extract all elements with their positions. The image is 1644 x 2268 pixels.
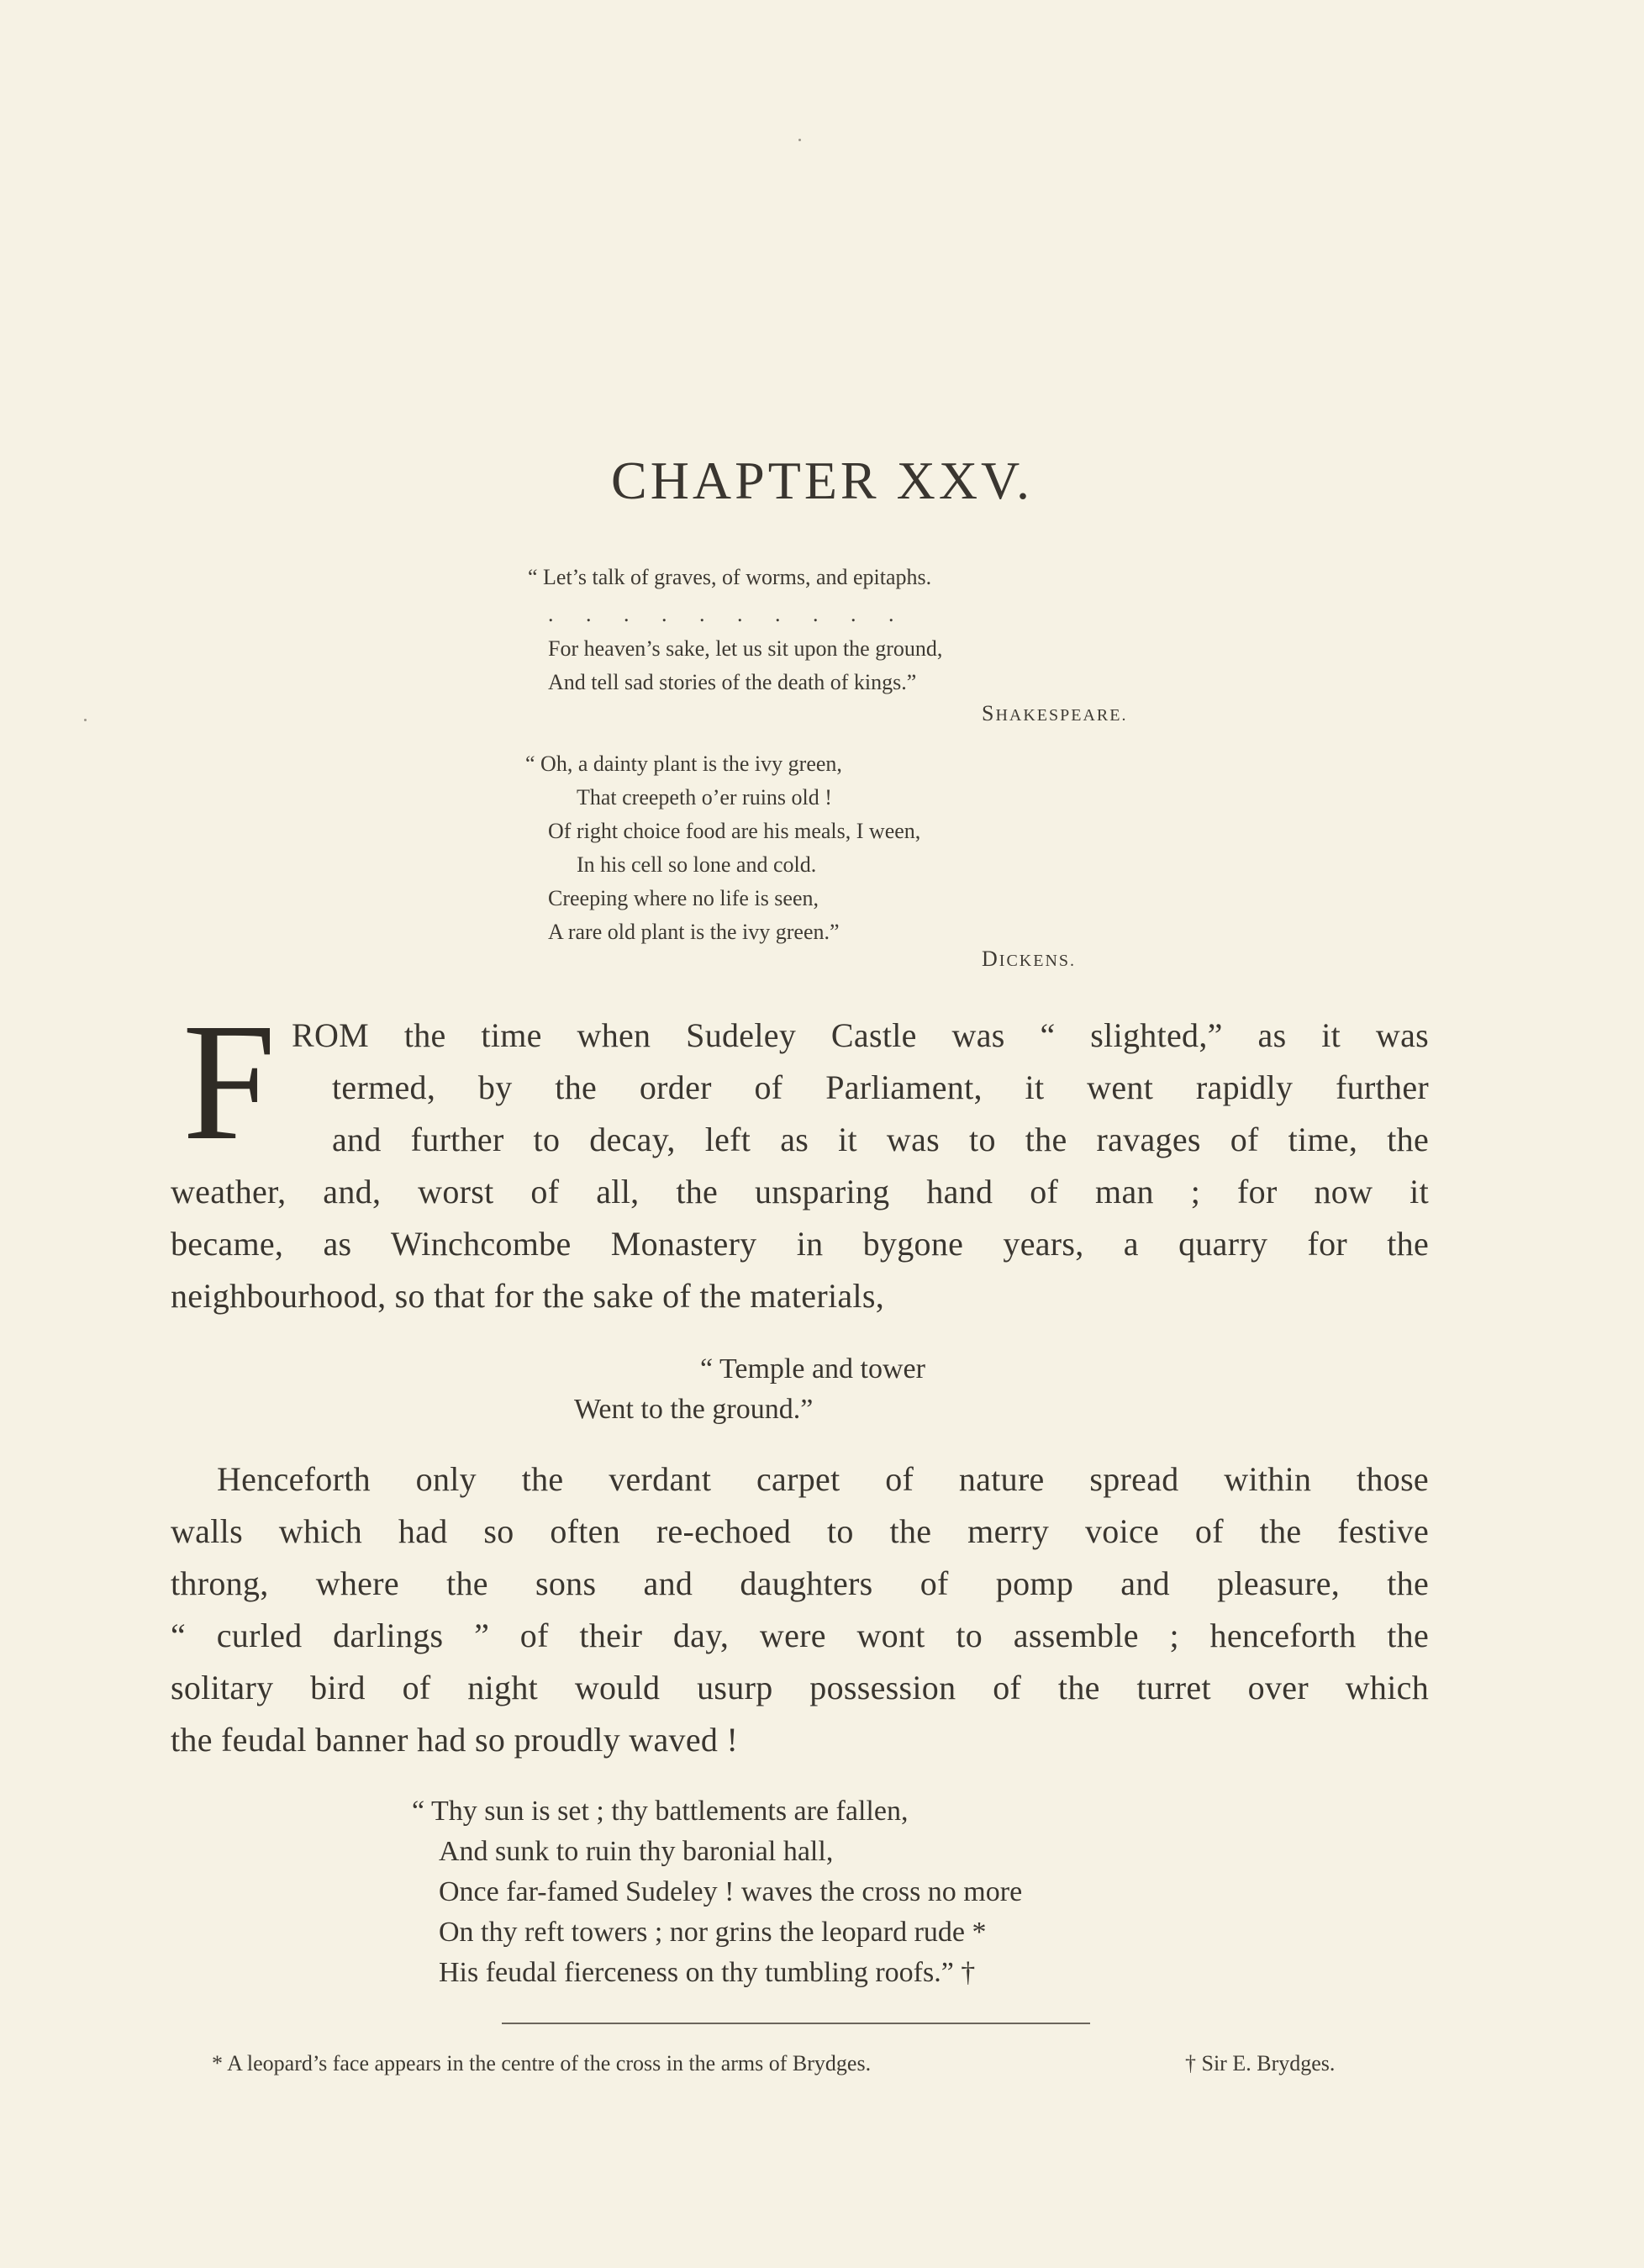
- epigraph-2-attribution: DICKENS.: [982, 947, 1077, 971]
- paragraph-2-line: Henceforth only the verdant carpet of nature spread within those: [217, 1460, 1429, 1498]
- footnote-divider: [502, 2023, 1090, 2024]
- paragraph-2-line: the feudal banner had so proudly waved !: [171, 1721, 739, 1759]
- footnote-1: * A leopard’s face appears in the centre of the cross in the arms of Brydges.: [212, 2051, 872, 2075]
- verse-line: And sunk to ruin thy baronial hall,: [439, 1836, 834, 1867]
- paragraph-2-line: throng, where the sons and daughters of pomp and pleasure, the: [171, 1564, 1429, 1602]
- epigraph-2-line: “ Oh, a dainty plant is the ivy green,: [525, 752, 842, 776]
- paragraph-1-line: termed, by the order of Parliament, it went rapidly further: [332, 1068, 1429, 1106]
- epigraph-1-line: And tell sad stories of the death of kings.”: [548, 670, 917, 694]
- epigraph-1-line: For heaven’s sake, let us sit upon the ground,: [548, 636, 943, 661]
- verse-line: On thy reft towers ; nor grins the leopard rude *: [439, 1917, 987, 1948]
- epigraph-2-line: A rare old plant is the ivy green.”: [548, 920, 840, 944]
- chapter-title: CHAPTER XXV.: [611, 451, 1033, 510]
- quote-line: “ Temple and tower: [700, 1353, 925, 1385]
- paragraph-1-line: neighbourhood, so that for the sake of the materials,: [171, 1277, 885, 1315]
- quote-line: Went to the ground.”: [574, 1394, 814, 1425]
- verse-line: “ Thy sun is set ; thy battlements are fallen,: [412, 1796, 909, 1827]
- paragraph-2-line: walls which had so often re-echoed to the merry voice of the festive: [171, 1512, 1429, 1550]
- epigraph-2-line: Creeping where no life is seen,: [548, 886, 819, 910]
- epigraph-1-ellipsis: . . . . . . . . . .: [548, 602, 908, 626]
- paragraph-2-line: “ curled darlings ” of their day, were wont to assemble ; henceforth the: [171, 1617, 1429, 1654]
- paragraph-1-line: became, as Winchcombe Monastery in bygone years, a quarry for the: [171, 1225, 1429, 1263]
- svg-text:F: F: [182, 1015, 277, 1150]
- paper-speck: [84, 719, 87, 721]
- paper-speck: [798, 139, 801, 141]
- drop-cap-letter: [179, 1015, 305, 1150]
- epigraph-2-line: That creepeth o’er ruins old !: [577, 785, 832, 810]
- paragraph-2-line: solitary bird of night would usurp possession of the turret over which: [171, 1669, 1429, 1706]
- epigraph-1-line: “ Let’s talk of graves, of worms, and epitaphs.: [528, 565, 932, 589]
- epigraph-2-line: In his cell so lone and cold.: [577, 852, 817, 877]
- paragraph-1-line: and further to decay, left as it was to the ravages of time, the: [332, 1121, 1429, 1158]
- footnote-2: † Sir E. Brydges.: [1185, 2051, 1336, 2075]
- epigraph-2-line: Of right choice food are his meals, I ween,: [548, 819, 921, 843]
- verse-line: His feudal fierceness on thy tumbling roofs.” †: [439, 1957, 976, 1988]
- paragraph-1-line: weather, and, worst of all, the unsparing hand of man ; for now it: [171, 1173, 1429, 1210]
- epigraph-1-attribution: SHAKESPEARE.: [982, 701, 1128, 725]
- verse-line: Once far-famed Sudeley ! waves the cross no more: [439, 1876, 1023, 1907]
- paragraph-1-line: ROM the time when Sudeley Castle was “ slighted,” as it was: [292, 1016, 1429, 1054]
